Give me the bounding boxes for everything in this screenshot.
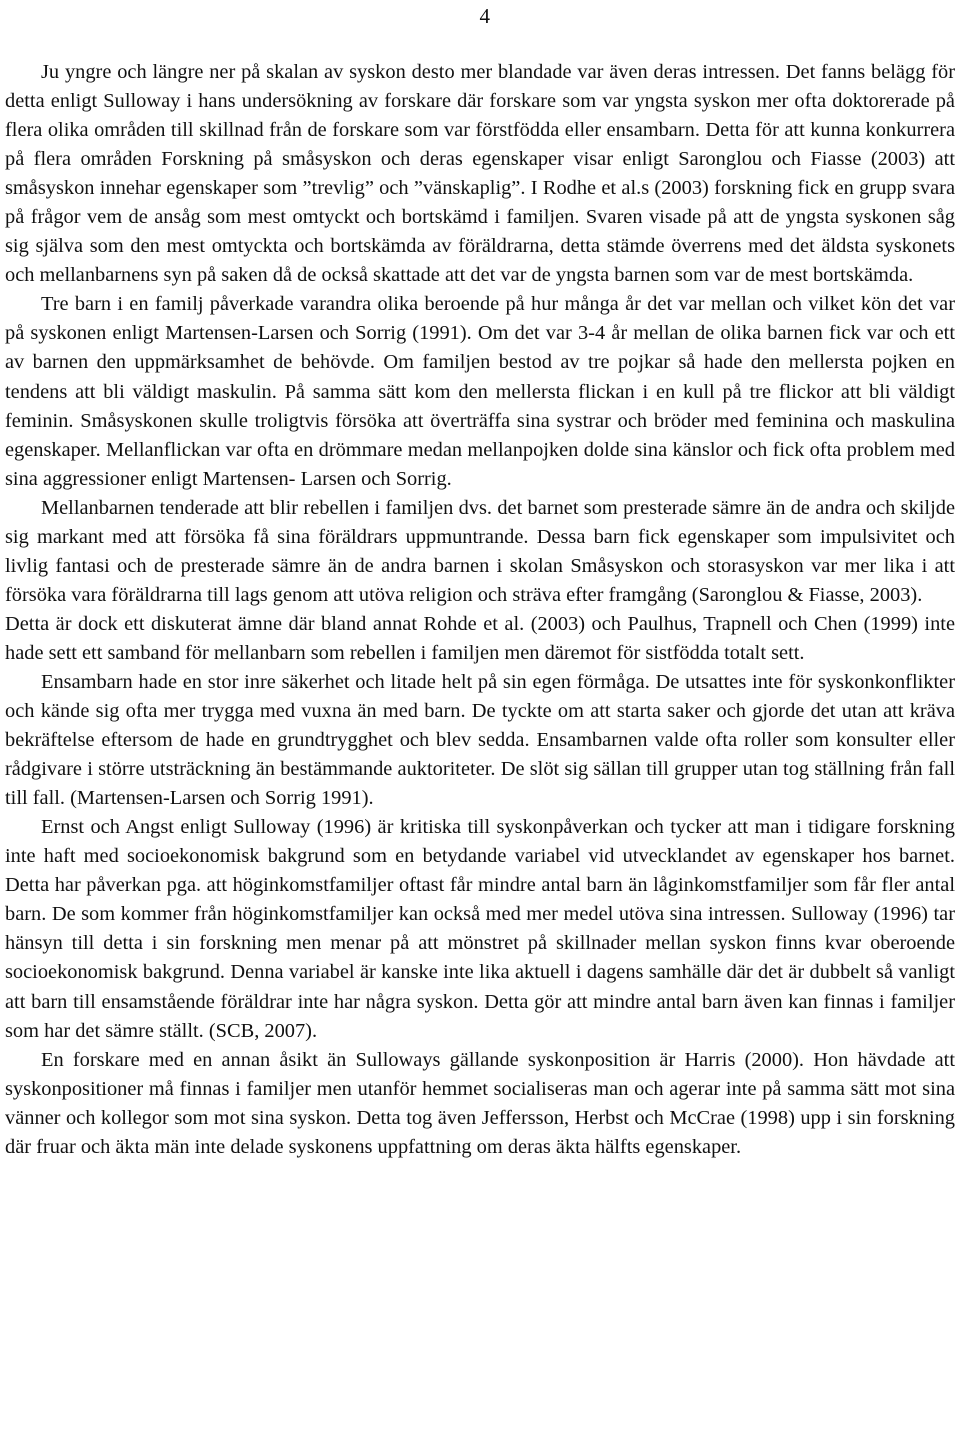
paragraph: Detta är dock ett diskuterat ämne där bland annat Rohde et al. (2003) och Paulhus, Trapnell och Chen (1999) inte hade sett ett samband för mellanbarn som rebellen i familjen men däremot för sistfödda totalt sett. bbox=[5, 612, 955, 664]
page-number: 4 bbox=[479, 4, 490, 28]
paragraph: En forskare med en annan åsikt än Sulloways gällande syskonposition är Harris (2000). Hon hävdade att syskonpositioner må finnas i familjer men utanför hemmet socialiseras man och agerar inte på samma sätt mot sina vänner och kollegor som mot sina syskon. Detta tog även Jeffersson, Herbst och McCrae (1998) upp i sin forskning där fruar och äkta män inte delade syskonens uppfattning om deras äkta hälfts egenskaper. bbox=[5, 1048, 955, 1158]
paragraph: Ernst och Angst enligt Sulloway (1996) är kritiska till syskonpåverkan och tycker att man i tidigare forskning inte haft med socioekonomisk bakgrund som en betydande variabel vid utvecklandet av egenskaper hos barnet. Detta har påverkan pga. att höginkomstfamiljer oftast får mindre antal barn än låginkomstfamiljer som får fler antal barn. De som kommer från höginkomstfamiljer kan också med mer medel utöva sina intressen. Sulloway (1996) tar hänsyn till detta i sin forskning men menar på att mönstret på skillnader mellan syskon finns kvar oberoende socioekonomisk bakgrund. Denna variabel är kanske inte lika aktuell i dagens samhälle där det är dubbelt så vanligt att barn till ensamstående föräldrar inte har några syskon. Detta gör att mindre antal barn även kan finnas i familjer som har det sämre ställt. (SCB, 2007). bbox=[5, 816, 955, 1042]
document-body bbox=[5, 58, 955, 1162]
paragraph: Ju yngre och längre ner på skalan av syskon desto mer blandade var även deras intressen. Det fanns belägg för detta enligt Sulloway i hans undersökning av forskare där forskare som var yngsta syskon mer ofta doktorerade på flera olika områden till skillnad från de forskare som var förstfödda eller ensambarn. Detta för att kunna konkurrera på flera områden Forskning på småsyskon och deras egenskaper visar enligt Saronglou och Fiasse (2003) att småsyskon innehar egenskaper som ”trevlig” och ”vänskaplig”. I Rodhe et al.s (2003) forskning fick en grupp svara på frågor vem de ansåg som mest omtyckt och bortskämd i familjen. Svaren visade på att de yngsta syskonen såg sig själva som den mest omtyckta och bortskämda av föräldrarna, detta stämde överrens med det äldsta syskonets och mellanbarnens syn på saken då de också skattade att det var de yngsta barnen som var de mest bortskämda. bbox=[5, 61, 955, 287]
paragraph: Ensambarn hade en stor inre säkerhet och litade helt på sin egen förmåga. De utsattes inte för syskonkonflikter och kände sig ofta mer trygga med vuxna än med barn. De tyckte om att starta saker och gjorde det utan att kräva bekräftelse eftersom de hade en grundtrygghet och blev sedda. Ensambarnen valde ofta roller som konsulter eller rådgivare i större utsträckning än bestämmande auktoriteter. De slöt sig sällan till grupper utan tog ställning från fall till fall. (Martensen-Larsen och Sorrig 1991). bbox=[5, 670, 955, 810]
paragraph: Mellanbarnen tenderade att blir rebellen i familjen dvs. det barnet som presterade sämre än de andra och skiljde sig markant med att försöka få sina föräldrars uppmuntrande. Dessa barn fick egenskaper som impulsivitet och livlig fantasi och de presterade sämre än de andra barnen i skolan Småsyskon och storasyskon var mer lika i att försöka vara föräldrarna till lags genom att utöva religion och sträva efter framgång (Saronglou & Fiasse, 2003). bbox=[5, 496, 955, 606]
paragraph: Tre barn i en familj påverkade varandra olika beroende på hur många år det var mellan och vilket kön det var på syskonen enligt Martensen-Larsen och Sorrig (1991). Om det var 3-4 år mellan de olika barnen fick var och ett av barnen den uppmärksamhet de behövde. Om familjen bestod av tre pojkar så hade den mellersta pojken en tendens att bli väldigt maskulin. På samma sätt kom den mellersta flickan i en kull på tre flickor att bli väldigt feminin. Småsyskonen skulle troligtvis försöka att överträffa sina systrar och bröder med feminina och maskulina egenskaper. Mellanflickan var ofta en drömmare medan mellanpojken dolde sina känslor och fick ofta problem med sina aggressioner enligt Martensen- Larsen och Sorrig. bbox=[5, 293, 955, 490]
